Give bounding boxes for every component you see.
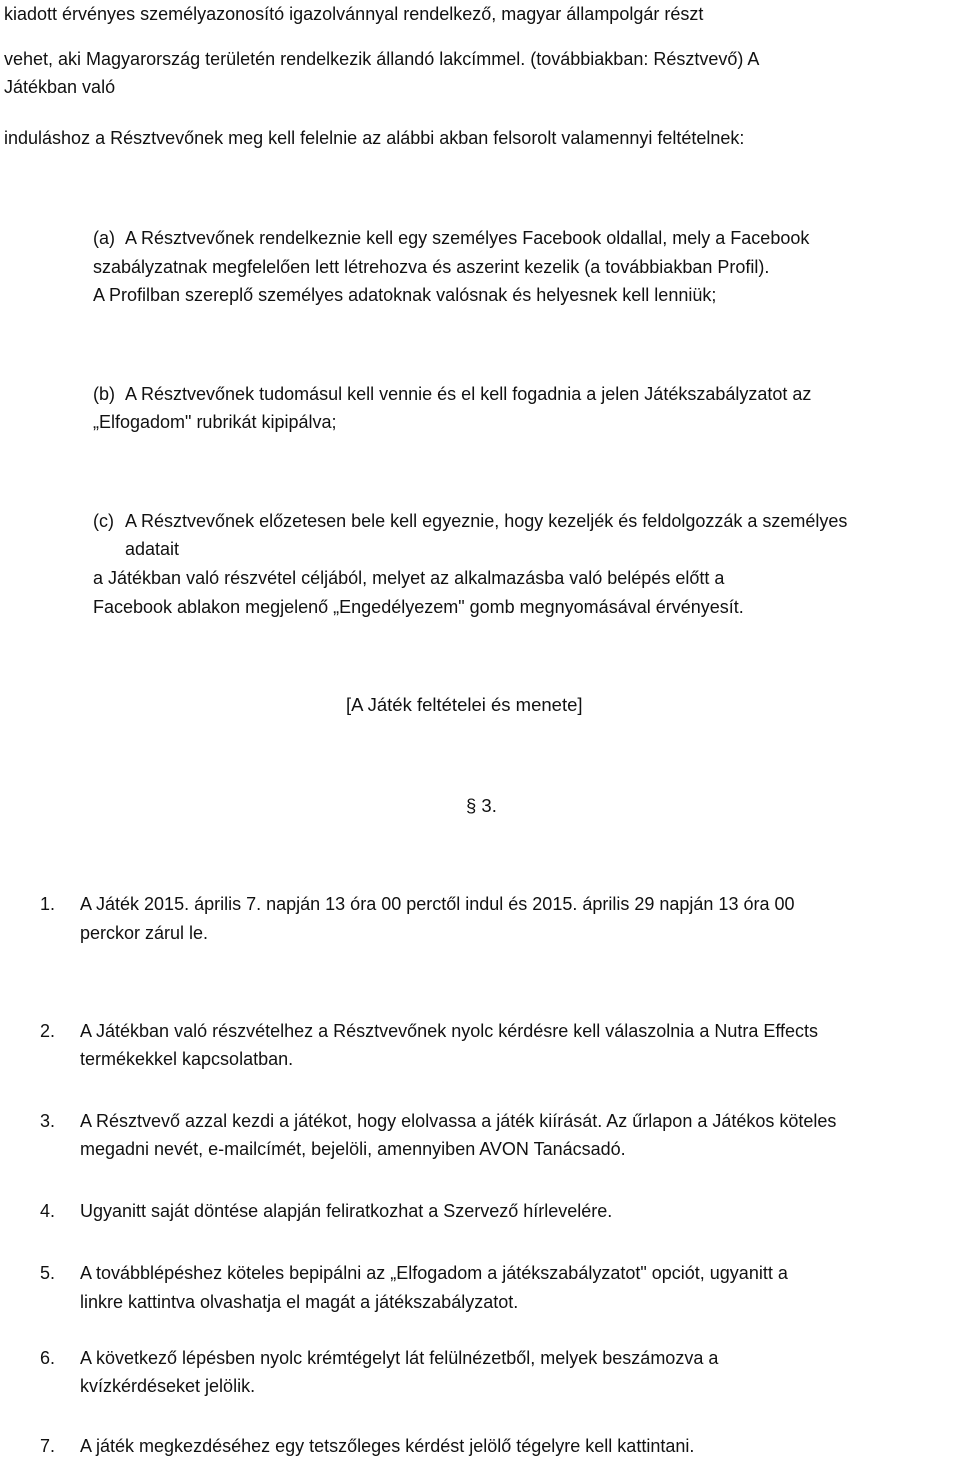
list-item-6-number: 6. (40, 1348, 56, 1368)
list-item-3-number: 3. (40, 1111, 56, 1131)
list-item-5-line-1: A továbblépéshez köteles bepipálni az „Elfogadom a játékszabályzatot" opciót, ugyanitt a (80, 1263, 788, 1283)
condition-b-line-1: A Résztvevőnek tudomásul kell vennie és el kell fogadnia a jelen Játékszabályzatot az (125, 384, 812, 404)
list-item-7-line-1: A játék megkezdéséhez egy tetszőleges kérdést jelölő tégelyre kell kattintani. (80, 1436, 695, 1456)
list-item-7-number: 7. (40, 1436, 56, 1456)
list-item-6-line-1: A következő lépésben nyolc krémtégelyt lát felülnézetből, melyek beszámozva a (80, 1348, 719, 1368)
intro-line-3: Játékban való (4, 77, 116, 97)
section-number: § 3. (466, 795, 497, 816)
condition-a-line-3: A Profilban szereplő személyes adatoknak valósnak és helyesnek kell lenniük; (93, 285, 717, 305)
condition-b-marker: (b) (93, 384, 115, 404)
list-item-2-line-1: A Játékban való részvételhez a Résztvevőnek nyolc kérdésre kell válaszolnia a Nutra Effects (80, 1021, 819, 1041)
condition-a-marker: (a) (93, 228, 115, 248)
section-heading: [A Játék feltételei és menete] (346, 694, 583, 715)
list-item-5-line-2: linkre kattintva olvashatja el magát a játékszabályzatot. (80, 1292, 519, 1312)
condition-c-line-1: A Résztvevőnek előzetesen bele kell egyeznie, hogy kezeljék és feldolgozzák a személyes (125, 511, 848, 531)
list-item-1-line-1: A Játék 2015. április 7. napján 13 óra 00 perctől indul és 2015. április 29 napján 13 óra 00 (80, 894, 795, 914)
list-item-4-line-1: Ugyanitt saját döntése alapján feliratkozhat a Szervező hírlevelére. (80, 1201, 613, 1221)
condition-a-line-1: A Résztvevőnek rendelkeznie kell egy személyes Facebook oldallal, mely a Facebook (125, 228, 810, 248)
list-item-1-number: 1. (40, 894, 56, 914)
list-item-2-line-2: termékekkel kapcsolatban. (80, 1049, 294, 1069)
condition-c-line-4: Facebook ablakon megjelenő „Engedélyezem" gomb megnyomásával érvényesít. (93, 597, 744, 617)
list-item-1-line-2: perckor zárul le. (80, 923, 209, 943)
condition-c-marker: (c) (93, 511, 114, 531)
intro-line-2: vehet, aki Magyarország területén rendelkezik állandó lakcímmel. (továbbiakban: Résztvevő) A (4, 49, 760, 69)
list-item-3-line-1: A Résztvevő azzal kezdi a játékot, hogy elolvassa a játék kiírását. Az űrlapon a Játékos köteles (80, 1111, 837, 1131)
list-item-3-line-2: megadni nevét, e-mailcímét, bejelöli, amennyiben AVON Tanácsadó. (80, 1139, 626, 1159)
list-item-4-number: 4. (40, 1201, 56, 1221)
list-item-2-number: 2. (40, 1021, 56, 1041)
condition-c-line-2: adatait (125, 539, 180, 559)
intro-line-4: induláshoz a Résztvevőnek meg kell felelnie az alábbi akban felsorolt valamennyi feltételnek: (4, 128, 745, 148)
condition-c-line-3: a Játékban való részvétel céljából, melyet az alkalmazásba való belépés előtt a (93, 568, 725, 588)
list-item-6-line-2: kvízkérdéseket jelölik. (80, 1376, 256, 1396)
intro-line-1: kiadott érvényes személyazonosító igazolvánnyal rendelkező, magyar állampolgár részt (4, 4, 704, 24)
condition-a-line-2: szabályzatnak megfelelően lett létrehozva és aszerint kezelik (a továbbiakban Profil). (93, 257, 770, 277)
list-item-5-number: 5. (40, 1263, 56, 1283)
condition-b-line-2: „Elfogadom" rubrikát kipipálva; (93, 412, 337, 432)
